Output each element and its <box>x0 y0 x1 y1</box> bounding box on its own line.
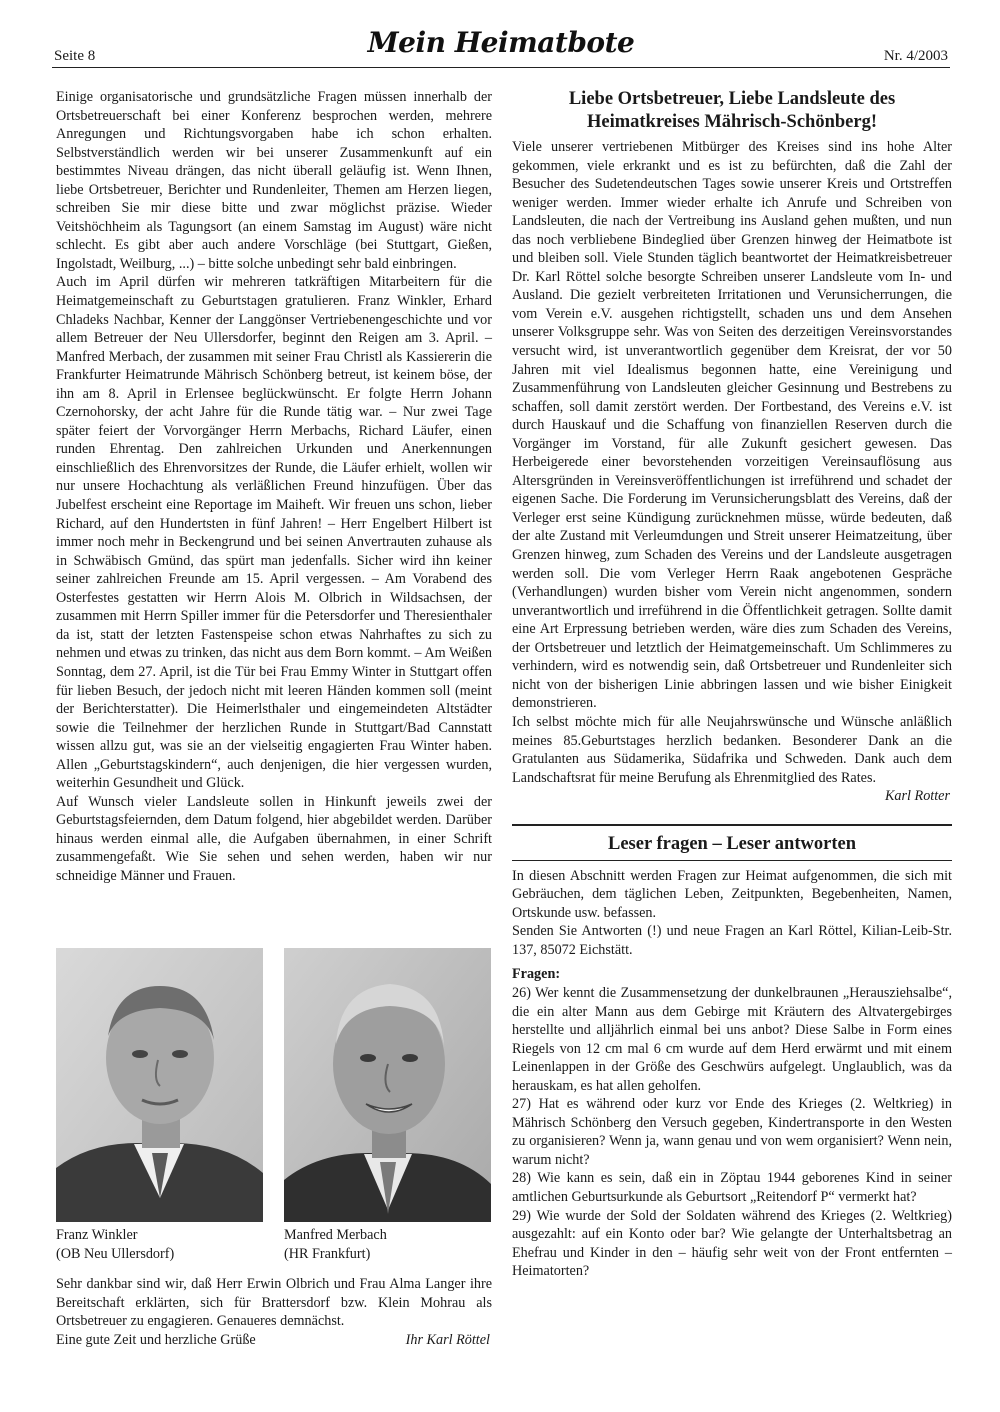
questions-heading: Fragen: <box>512 966 561 983</box>
left-column <box>56 88 492 886</box>
caption-merbach-name: Manfred Merbach <box>284 1227 387 1243</box>
caption-merbach-role: (HR Frankfurt) <box>284 1245 371 1262</box>
caption-winkler-name: Franz Winkler <box>56 1227 138 1243</box>
section-divider <box>512 824 952 826</box>
caption-merbach <box>284 1226 387 1263</box>
closing-paragraph <box>56 1275 492 1349</box>
article-title: Liebe Ortsbetreuer, Liebe Landsleute des Heimatkreises Mährisch-Schönberg! <box>568 89 896 132</box>
portrait-photo-merbach <box>284 948 491 1222</box>
closing-signature: Ihr Karl Röttel <box>405 1331 490 1348</box>
article-signature-line <box>512 787 952 806</box>
closing-greeting: Eine gute Zeit und herzliche Grüße <box>56 1331 256 1348</box>
right-paragraph-2: Ich selbst möchte mich für alle Neujahrswünsche und Wünsche anläßlich meines 85.Geburtstages herzlich bedanken. Besonderer Dank an die Gratulanten aus Südamerika, Südafrika und Schweden. Dank auch dem Landschaftsrat für meine Berufung als Ehrenmitglied des Rates. <box>512 713 952 786</box>
masthead-title: Mein Heimatbote <box>367 26 635 59</box>
portrait-photo-winkler <box>56 948 263 1222</box>
article-signature: Karl Rotter <box>884 788 950 805</box>
left-paragraph-1: Einige organisatorische und grundsätzliche Fragen müssen innerhalb der Ortsbetreuerschaft bei einer Konferenz besprochen werden, mehrere Anregungen und Richtungsvorgaben habe ich schon erhalten. Selbstverständlich werden wir bei unserer Zusammenkunft auf ein bestimmtes Niveau drängen, das nicht überall geläufig ist. Wenn Ihnen, liebe Ortsbetreuer, Berichter und Rundenleiter, Themen am Herzen liegen, schreiben Sie mir diese bitte und zwar möglichst präzise. Wieder Veitshöchheim als Tagungsort (an einem Samstag im August) wäre nicht schlecht. Es gibt aber auch andere Vorschläge (bei Stuttgart, Gießen, Ingolstadt, Weilburg, ...) – bitte solche unbedingt sehr bald einbringen. <box>56 89 492 272</box>
section-intro-2: Senden Sie Antworten (!) und neue Fragen an Karl Röttel, Kilian-Leib-Str. 137, 85072 Eichstätt. <box>512 923 952 958</box>
page-header <box>52 26 950 68</box>
closing-signature-line <box>56 1331 492 1350</box>
caption-winkler-role: (OB Neu Ullersdorf) <box>56 1245 175 1262</box>
question-28: 28) Wie kann es sein, daß ein in Zöptau 1944 geborenes Kind in seiner amtlichen Geburtsurkunde als Geburtsort „Reitendorf P“ vermerkt hat? <box>512 1170 952 1205</box>
portrait-winkler-image <box>56 948 263 1222</box>
closing-text: Sehr dankbar sind wir, daß Herr Erwin Olbrich und Frau Alma Langer ihre Bereitschaft erklärten, sich für Brattersdorf bzw. Klein Mohrau als Ortsbetreuer zu engagieren. Genaueres demnächst. <box>56 1276 492 1329</box>
caption-winkler <box>56 1226 174 1263</box>
question-27: 27) Hat es während oder kurz vor Ende des Krieges (2. Weltkrieg) in Mährisch Schönberg den Versuch gegeben, Kindertransporte in den Westen zu organisieren? Wenn ja, wann genau und von wem organisiert? Wenn nein, warum nicht? <box>512 1096 952 1168</box>
portrait-merbach-image <box>284 948 491 1222</box>
photo-row <box>56 948 492 1224</box>
left-paragraph-3: Auf Wunsch vieler Landsleute sollen in Hinkunft jeweils zwei der Geburtstagsfeiernden, dem Datum folgend, hier abgebildet werden. Darüber hinaus werden einmal alle, die Aufgaben übernahmen, in einer Schrift zusammengefaßt. Wie Sie sehen und sehen werden, haben wir nur schneidige Männer und Frauen. <box>56 793 492 884</box>
question-26: 26) Wer kennt die Zusammensetzung der dunkelbraunen „Herausziehsalbe“, die ein alter Mann aus dem Gebirge mit Kräutern des Altvatergebirges herstellte und alljährlich einmal bei uns anbot? Diese Salbe in Form eines Riegels von 12 cm mal 6 cm wurde auf dem Herd erwärmt und mit einem Leinenlappen in der Größe des Geschwürs aufgelegt. Unglaublich, was da herauskam, es hat allen geholfen. <box>512 984 952 1094</box>
section-title: Leser fragen – Leser antworten <box>512 832 952 861</box>
question-29: 29) Wie wurde der Sold der Soldaten während des Krieges (2. Weltkrieg) ausgezahlt: auf ein Konto oder bar? Wie gelangte der Unterhaltsbetrag an Ehefrau und Kinder in den – häufig sehr weit von der Front entfernten – Heimatorten? <box>512 1207 952 1280</box>
right-paragraph-1: Viele unserer vertriebenen Mitbürger des Kreises sind ins hohe Alter gekommen, viele erkrankt und es ist zu befürchten, daß die Zahl der Besucher des Sudetendeutschen Tages sowie unserer Kreis und Ortstreffen weniger werden. Immer wieder erhalte ich Anrufe und Schreiben von Landsleuten, die nach der Vertreibung ins Ausland gehen mußten, und nun das noch verbliebene Bindeglied über Grenzen hinweg der Heimatbote ist und bleiben soll. Viele Stunden täglich beantwortet der Heimatkreisbetreuer Dr. Karl Röttel solche besorgte Schreiben unserer Landsleute vom In- und Ausland. Die gezielt verbreiteten Irritationen und Verunsicherrungen, die vom Verein e.V. ausgehen richtigstellt, schaden uns und dem Ansehen unserer Volksgruppe sehr. Was von Seiten des derzeitigen Vereinsvorstandes versucht wird, ist unverantwortlich gegenüber dem Kreisrat, der vor 50 Jahren mit viel Idealismus begonnen hatte, eine Vereinigung und Zusammenführung von Landsleuten gleicher Gesinnung und Bestrebens zu schaffen, soll damit zerstört werden. Der Fortbestand, des Vereins e.V. ist durch Hauskauf und die Schaffung von finanziellen Reserven durch die Vorgänger im Vorstand, für alle Zukunft gesichert gewesen. Das Herbeigerede einer bevorstehenden vorzeitigen Vereinsauflösung aus Altersgründen in Vereinsveröffentlichungen ist irreführend und schadet der eigenen Sache. Die Forderung im Verunsicherungsblatt des Vereins, daß der Verleger erst seine Kündigung zurücknehmen müsse, würde bedeuten, daß der alte Zustand mit Verleumdungen und Streit unserer Heimatzeitung, über Grenzen hinweg, zum Schaden des Vereins und der Landsleute ausgetragen werden soll. Die vom Verleger Herrn Raak angebotenen Gespräche (Verhandlungen) wurden bisher vom Verein nicht angenommen, sondern unverantwortlich und irreführend in die Öffentlichkeit getragen. Sollte damit eine Art Erpressung betrieben werden, wäre dies zum Schaden des Vereins, der Ortsbetreuer und letztlich der Heimatgemeinschaft. Um Schlimmeres zu verhindern, wird es notwendig sein, daß Ortsbetreuer und Rundenleiter sich nicht von der bisherigen Linie abbringen lassen und wie bisher Einigkeit demonstrieren. <box>512 139 952 712</box>
right-column <box>512 88 952 1281</box>
issue-number: Nr. 4/2003 <box>883 48 948 64</box>
section-intro-1: In diesen Abschnitt werden Fragen zur Heimat aufgenommen, die sich mit Gebräuchen, dem täglichen Leben, Zeitpunkten, Begebenheiten, Namen, Ortskunde usw. befassen. <box>512 867 952 921</box>
page-number: Seite 8 <box>54 48 96 64</box>
left-paragraph-2: Auch im April dürfen wir mehreren tatkräftigen Mitarbeitern für die Heimatgemeinschaft zu Geburtstagen gratulieren. Franz Winkler, Erhard Chladeks Nachbar, Kenner der Langgönser Vertriebenengeschichte und vor allem Betreuer der Neu Ullersdorfer, beginnt den Reigen am 3. April. – Manfred Merbach, der zusammen mit seiner Frau Christl als Kassiererin die Frankfurter Heimatrunde Mährisch Schönberg betreut, ist keinem böse, der ihn am 8. April in Erlensee beglückwünscht. Er folgte Herrn Johann Czernohorsky, der acht Jahre für die Runde tätig war. – Nur zwei Tage später feiert der Vorvorgänger Herrn Merbachs, Richard Läufer, einen runden Ehrentag. Den zahlreichen Urkunden und Anerkennungen einschließlich des Ehrenvorsitzes der Runde, die Läufer erhielt, wollen wir nur unsere Hochachtung als verläßlichen Freund hinzufügen. Über das Jubelfest erscheint eine Reportage im Maiheft. Wir freuen uns schon, lieber Richard, auf den Hundertsten in fünf Jahren! – Herr Engelbert Hilbert ist immer noch mehr in Beckengrund und bei seinen Anvertrauten zuhause als in Schwäbisch Gmünd, das spürt man jedenfalls. Sicher wird ihn keiner seiner zahlreichen Freunde am 15. April vergessen. – Am Vorabend des Osterfestes gestatten wir Herrn Alois M. Olbrich in Wildsachsen, der zusammen mit Herrn Spiller immer für die Petersdorfer und Theresienthaler da ist, statt der letzten Fastenspeise schon etwas Nahrhaftes zu sich zu nehmen und etwas zu trinken, das nicht aus dem Born kommt. – Am Weißen Sonntag, dem 27. April, ist die Tür bei Frau Emmy Winter in Stuttgart offen für lieben Besuch, der jedoch nicht mit leeren Händen kommen soll (meint der Berichterstatter). Die Heimerlsthaler und eingemeindeten Altstädter sowie die Teilnehmer der herzlichen Runde in Stuttgart/Bad Cannstatt wissen allzu gut, was sie an der vielseitig engagierten Frau Winter haben. Allen „Geburtstagskindern“, auch denjenigen, die hier vergessen wurden, weiterhin Gesundheit und Glück. <box>56 274 492 792</box>
